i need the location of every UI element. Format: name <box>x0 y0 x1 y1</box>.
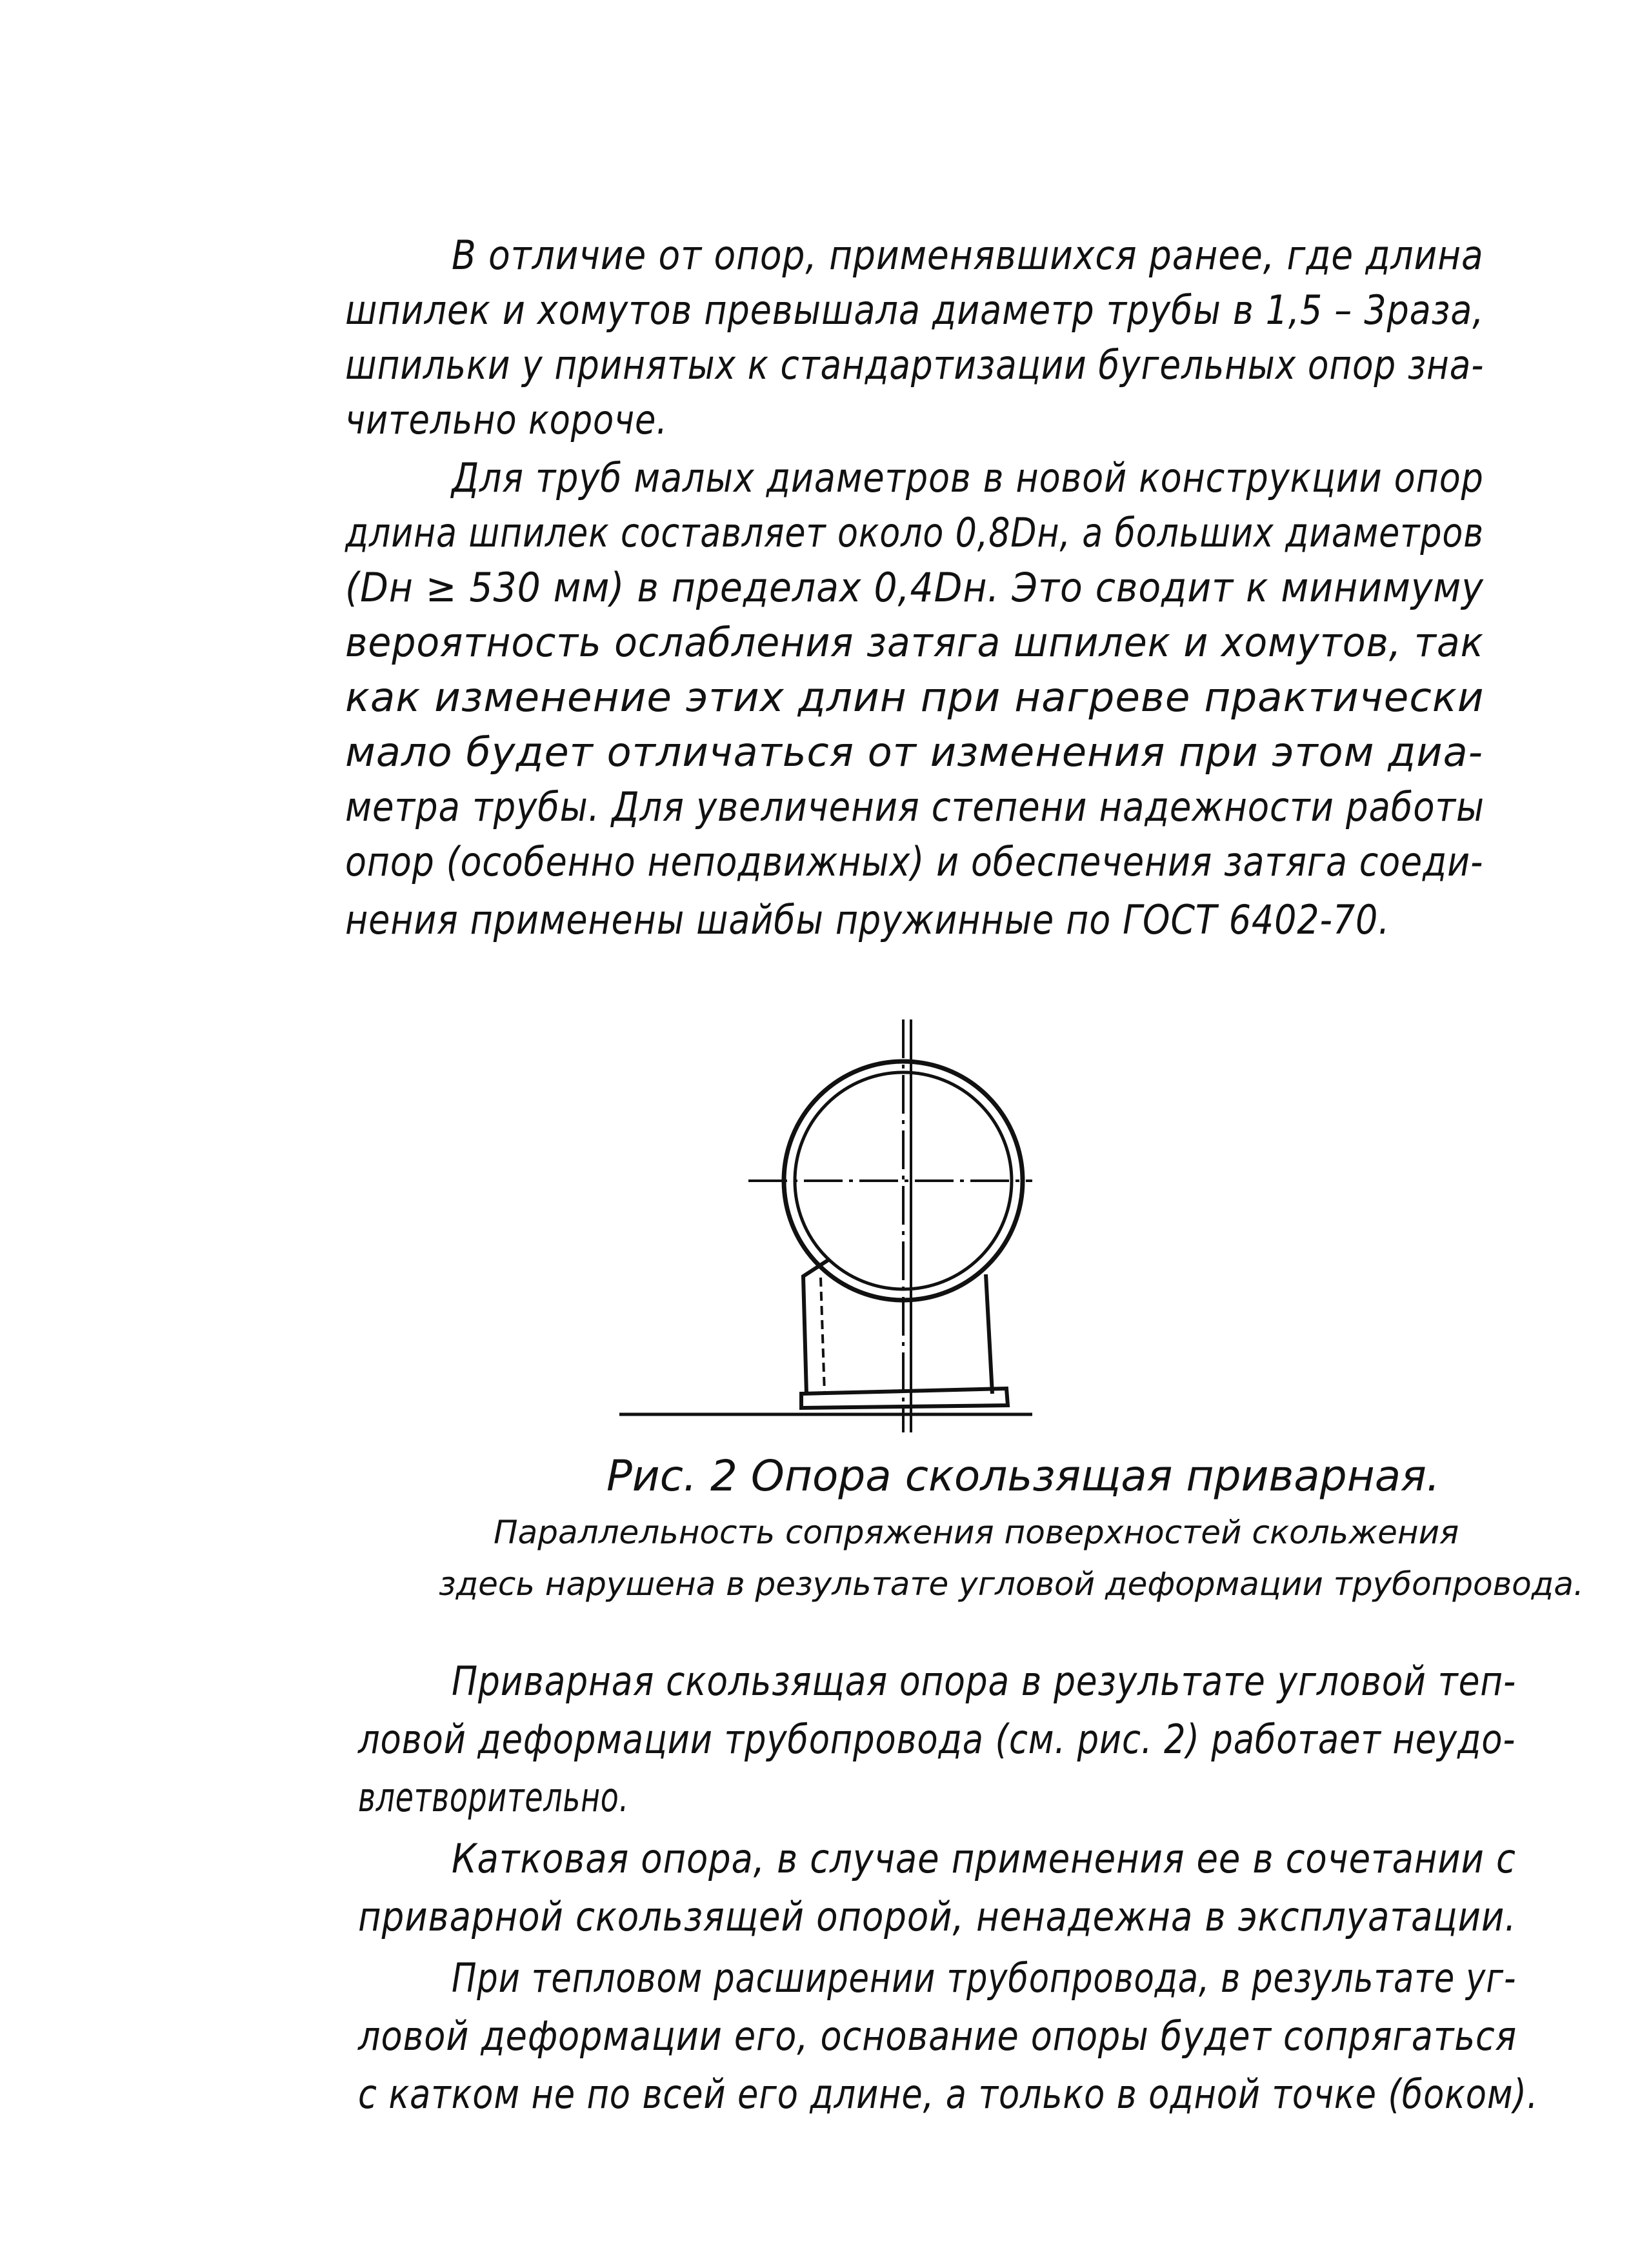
text-line: приварной скользящей опорой, ненадежна в эксплуатации. <box>358 1893 1517 1940</box>
text-line: чительно короче. <box>345 396 668 443</box>
text-line: с катком не по всей его длине, а только в одной точке (боком). <box>358 2071 1539 2118</box>
support-left-leg <box>803 1259 829 1394</box>
text-line: (Dн ≥ 530 мм) в пределах 0,4Dн. Это сводит к минимуму <box>345 564 1484 611</box>
text-line: вероятность ослабления затяга шпилек и хомутов, так <box>345 619 1484 666</box>
text-line: Для труб малых диаметров в новой конструкции опор <box>452 454 1484 501</box>
text-line: мало будет отличаться от изменения при этом диа- <box>345 728 1484 776</box>
text-line: влетворительно. <box>358 1774 629 1821</box>
text-line: При тепловом расширении трубопровода, в результате уг- <box>452 1954 1517 2002</box>
text-line: шпилек и хомутов превышала диаметр трубы в 1,5 – 3раза, <box>345 286 1485 334</box>
support-right-leg <box>986 1274 992 1394</box>
figure-caption-title: Рис. 2 Опора скользящая приварная. <box>606 1451 1440 1501</box>
text-line: шпильки у принятых к стандартизации бугельных опор зна- <box>345 341 1485 388</box>
text-line: ловой деформации трубопровода (см. рис. 2) работает неудо- <box>358 1716 1516 1763</box>
text-line: как изменение этих длин при нагреве практически <box>345 674 1485 721</box>
text-line: Катковая опора, в случае применения ее в сочетании с <box>452 1835 1516 1882</box>
figure-caption-line: здесь нарушена в результате угловой деформации трубопровода. <box>439 1565 1584 1603</box>
pipe-support-svg <box>619 1019 1032 1432</box>
pipe-support-drawing <box>619 1019 1032 1432</box>
text-line: В отличие от опор, применявшихся ранее, где длина <box>452 232 1484 279</box>
text-line: нения применены шайбы пружинные по ГОСТ 6402-70. <box>345 896 1390 943</box>
text-line: опор (особенно неподвижных) и обеспечения затяга соеди- <box>345 838 1484 885</box>
support-left-hidden-edge <box>821 1278 825 1394</box>
text-line: Приварная скользящая опора в результате угловой теп- <box>452 1658 1517 1705</box>
text-line: метра трубы. Для увеличения степени надежности работы <box>345 783 1485 830</box>
figure-caption-line: Параллельность сопряжения поверхностей скольжения <box>494 1514 1459 1551</box>
text-line: ловой деформации его, основание опоры будет сопрягаться <box>358 2012 1517 2060</box>
text-line: длина шпилек составляет около 0,8Dн, а больших диаметров <box>345 509 1484 556</box>
